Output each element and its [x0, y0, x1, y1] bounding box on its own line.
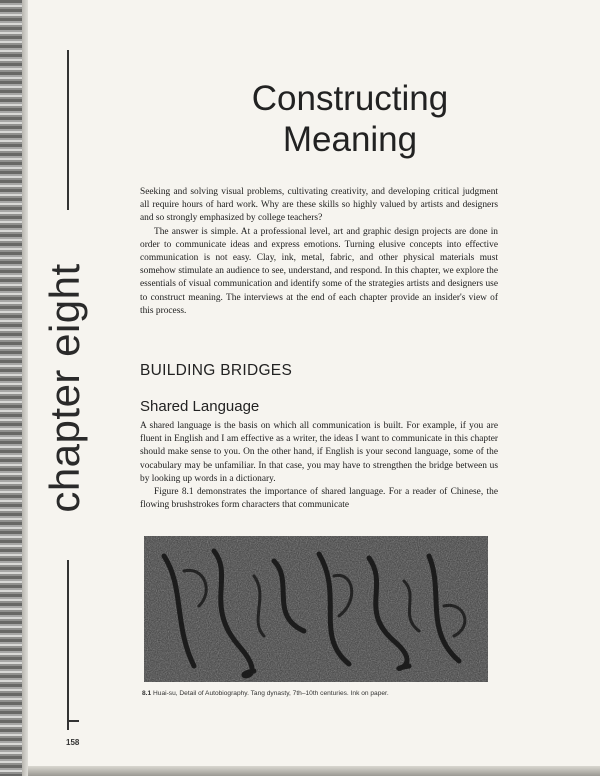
figure-caption	[142, 690, 502, 697]
page-number: 158	[66, 738, 80, 747]
figure-caption-text: Huai-su, Detail of Autobiography. Tang dynasty, 7th–10th centuries. Ink on paper.	[153, 690, 389, 697]
figure-number: 8.1	[142, 690, 152, 697]
scan-bottom-edge	[28, 766, 600, 776]
figure-calligraphy-image	[144, 536, 488, 682]
margin-rule-top	[67, 50, 69, 210]
intro-paragraph-1: Seeking and solving visual problems, cultivating creativity, and developing critical judgment all require hours of hard work. Why are these skills so highly valued by artists and designers and so strongly emphasized by college teachers?	[140, 187, 498, 224]
section-heading: BUILDING BRIDGES	[140, 362, 293, 379]
scan-binding-edge	[0, 0, 22, 776]
section-paragraph-1: A shared language is the basis on which all communication is built. For example, if you are fluent in English and I am effective as a writer, the ideas I want to communicate in this chapter should make sense to you. On the other hand, if English is your second language, some of the vocabulary may be unfamiliar. In that case, you may have to strengthen the bridge between us by looking up words in a dictionary.	[140, 421, 498, 484]
calligraphy-artwork	[144, 536, 488, 682]
intro-text	[140, 186, 498, 318]
margin-rule-bottom	[67, 560, 69, 730]
intro-paragraph-2: The answer is simple. At a professional level, art and graphic design projects are done in order to communicate ideas and express emotions. Turning elusive concepts into effective communication is not easy. Clay, ink, metal, fabric, and other physical materials must somehow stimulate an audience to see, understand, and respond. In this chapter, we explore the essentials of visual communication and identify some of the strategies artists and designers use to construct meaning. The interviews at the end of each chapter provide an insider's view of this process.	[140, 226, 498, 316]
chapter-label-text: chapter eight	[41, 263, 88, 513]
chapter-title-line2: Meaning	[282, 120, 418, 159]
section-text	[140, 420, 498, 512]
section-subheading: Shared Language	[140, 398, 260, 415]
chapter-title	[130, 78, 570, 160]
section-paragraph-2: Figure 8.1 demonstrates the importance of shared language. For a reader of Chinese, the flowing brushstrokes form characters that communicate	[140, 487, 498, 511]
margin-rule-tick	[67, 720, 79, 722]
chapter-title-line1: Constructing	[251, 79, 449, 118]
chapter-label	[28, 238, 102, 538]
